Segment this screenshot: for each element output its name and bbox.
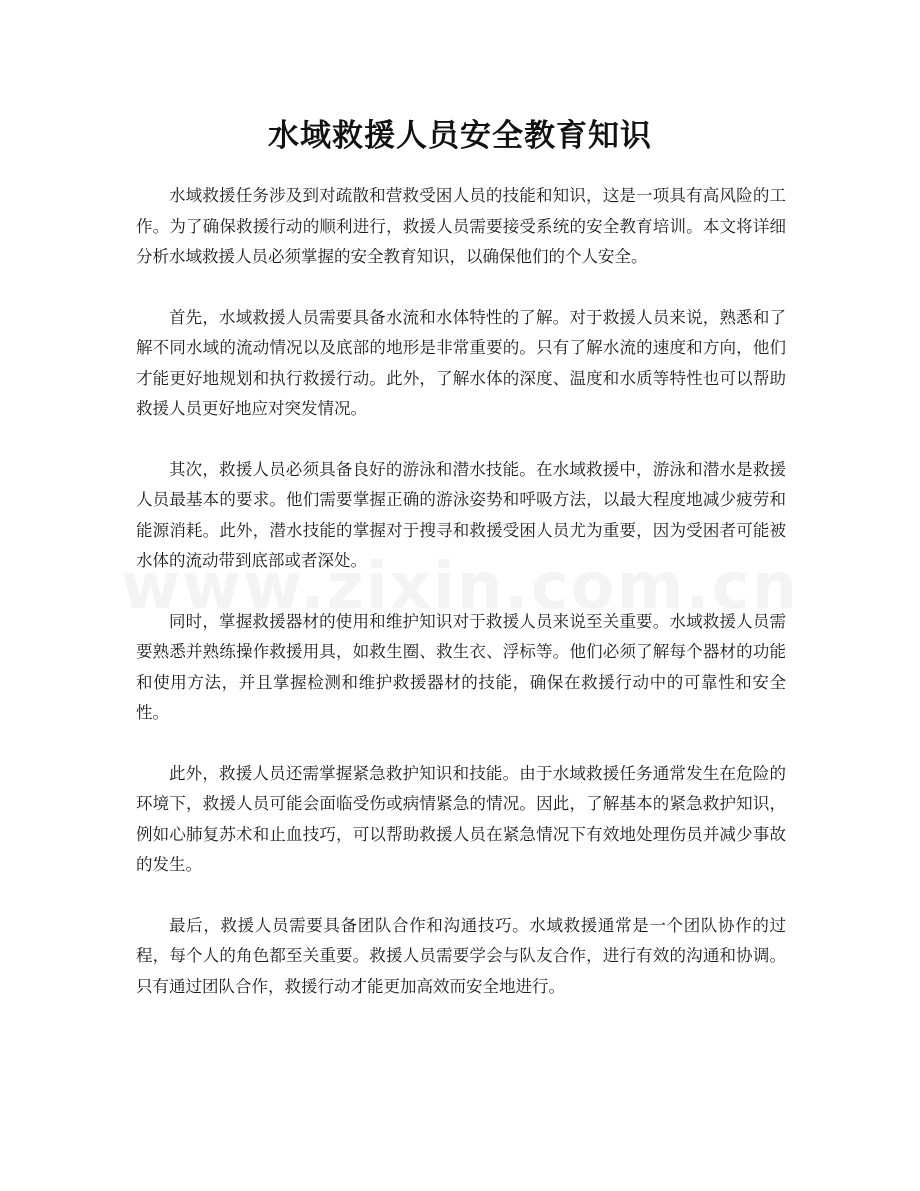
paragraph-water-knowledge: 首先，水域救援人员需要具备水流和水体特性的了解。对于救援人员来说，熟悉和了解不同水域的流动情况以及底部的地形是非常重要的。只有了解水流的速度和方向，他们才能更好地规划和执行救援行动。此外，了解水体的深度、温度和水质等特性也可以帮助救援人员更好地应对突发情况。 [136,307,786,418]
paragraph-equipment: 同时，掌握救援器材的使用和维护知识对于救援人员来说至关重要。水域救援人员需要熟悉并熟练操作救援用具，如救生圈、救生衣、浮标等。他们必须了解每个器材的功能和使用方法，并且掌握检测和维护救援器材的技能，确保在救援行动中的可靠性和安全性。 [136,611,786,722]
document-title: 水域救援人员安全教育知识 [268,118,652,154]
document-body [136,181,786,1032]
paragraph-intro: 水域救援任务涉及到对疏散和营救受困人员的技能和知识，这是一项具有高风险的工作。为了确保救援行动的顺利进行，救援人员需要接受系统的安全教育培训。本文将详细分析水域救援人员必须掌握的安全教育知识，以确保他们的个人安全。 [136,186,786,266]
paragraph-swimming-diving: 其次，救援人员必须具备良好的游泳和潜水技能。在水域救援中，游泳和潜水是救援人员最基本的要求。他们需要掌握正确的游泳姿势和呼吸方法，以最大程度地减少疲劳和能源消耗。此外，潜水技能的掌握对于搜寻和救援受困人员尤为重要，因为受困者可能被水体的流动带到底部或者深处。 [136,459,786,570]
paragraph-teamwork: 最后，救援人员需要具备团队合作和沟通技巧。水域救援通常是一个团队协作的过程，每个人的角色都至关重要。救援人员需要学会与队友合作，进行有效的沟通和协调。只有通过团队合作，救援行动才能更加高效而安全地进行。 [136,915,786,996]
paragraph-first-aid: 此外，救援人员还需掌握紧急救护知识和技能。由于水域救援任务通常发生在危险的环境下，救援人员可能会面临受伤或病情紧急的情况。因此，了解基本的紧急救护知识，例如心肺复苏术和止血技巧，可以帮助救援人员在紧急情况下有效地处理伤员并减少事故的发生。 [136,763,786,874]
